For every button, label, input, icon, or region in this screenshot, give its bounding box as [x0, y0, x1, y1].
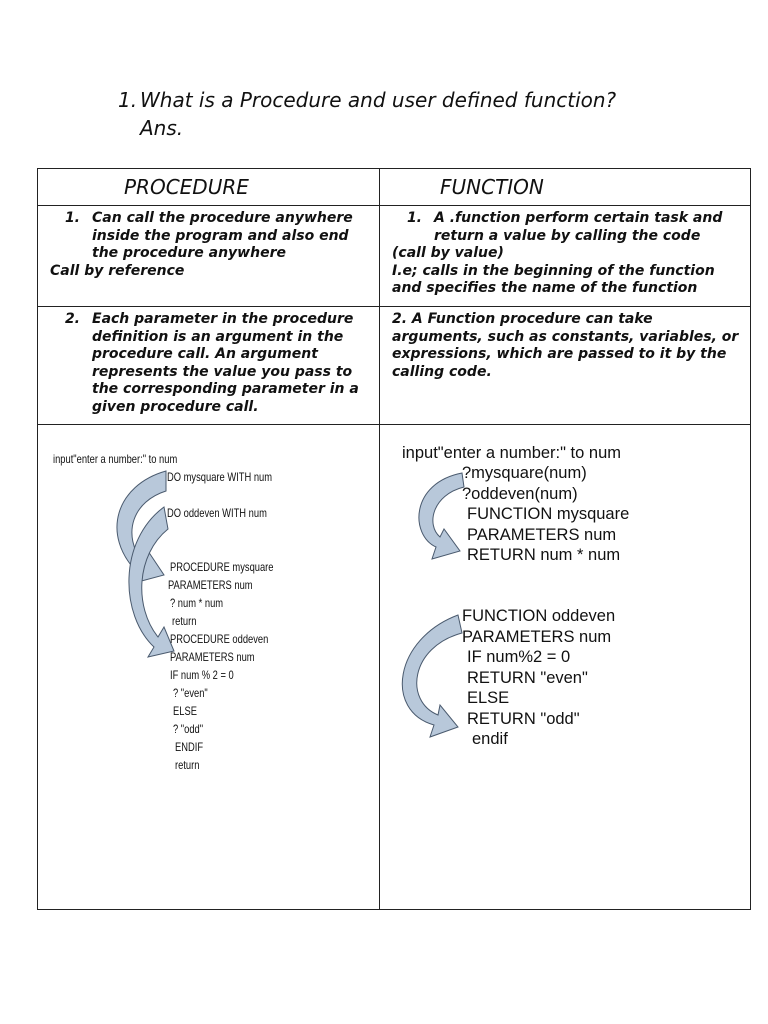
code-line: ELSE [467, 689, 510, 707]
code-line: RETURN "odd" [467, 710, 580, 728]
procedure-point-1 [38, 206, 380, 307]
procedure-header [38, 169, 380, 206]
code-line: PARAMETERS num [467, 526, 617, 544]
question-block [118, 86, 616, 142]
comparison-table [37, 168, 751, 910]
code-line: ? "even" [173, 686, 208, 700]
list-item [50, 311, 373, 416]
code-line: input"enter a number:" to num [402, 444, 622, 462]
code-line: ?mysquare(num) [462, 464, 587, 482]
code-line: PARAMETERS num [462, 628, 612, 646]
curved-arrow-icon [402, 615, 462, 737]
table-row [38, 307, 751, 425]
question-line [118, 86, 616, 114]
question-number: 1. [118, 88, 138, 112]
table-row [38, 206, 751, 307]
curved-arrow-icon [419, 473, 464, 559]
function-description-note: I.e; calls in the beginning of the function and specifies the name of the function [392, 262, 715, 296]
procedure-code-cell [38, 425, 380, 910]
code-line: FUNCTION mysquare [467, 505, 630, 523]
function-point-2 [380, 307, 751, 425]
list-item-number: 1. [406, 210, 422, 226]
code-line: return [175, 758, 200, 772]
list-item-text: Can call the procedure anywhere inside the program and also end the procedure anywhere [92, 210, 353, 261]
question-text: What is a Procedure and user defined function? [140, 88, 617, 112]
table-row [38, 425, 751, 910]
answer-label: Ans. [140, 116, 184, 140]
call-by-reference-note: Call by reference [50, 262, 185, 279]
function-header [380, 169, 751, 206]
code-line: return [172, 614, 197, 628]
code-line: FUNCTION oddeven [462, 607, 616, 625]
list-item [392, 210, 744, 245]
code-line: DO oddeven WITH num [167, 506, 267, 520]
code-line: IF num % 2 = 0 [170, 668, 234, 682]
code-line: ENDIF [175, 740, 204, 754]
procedure-point-2 [38, 307, 380, 425]
function-point-1 [380, 206, 751, 307]
function-code-cell [380, 425, 751, 910]
code-line: IF num%2 = 0 [467, 648, 571, 666]
table-header-row [38, 169, 751, 206]
list-item-text: Each parameter in the procedure definition is an argument in the procedure call. An argument represents the value you pass to the corresponding parameter in a given procedure call. [92, 311, 359, 415]
list-item-text: A .function perform certain task and return a value by calling the code [434, 210, 723, 244]
call-by-value-note: (call by value) [392, 245, 504, 261]
function-point-2-text: 2. A Function procedure can take arguments, such as constants, variables, or expressions, which are passed to it by the calling code. [392, 311, 739, 380]
procedure-header-label: PROCEDURE [124, 175, 249, 199]
code-line: PROCEDURE oddeven [170, 632, 269, 646]
list-item-number: 2. [64, 311, 80, 327]
code-line: PROCEDURE mysquare [170, 560, 274, 574]
code-line: PARAMETERS num [168, 578, 253, 592]
code-line: ELSE [173, 704, 197, 718]
list-item-number: 1. [64, 210, 80, 226]
code-line: ? num * num [170, 596, 224, 610]
code-line: RETURN num * num [467, 546, 621, 564]
code-line: endif [472, 730, 508, 748]
code-line: RETURN "even" [467, 669, 588, 687]
code-line: input"enter a number:" to num [53, 452, 178, 466]
code-line: DO mysquare WITH num [167, 470, 273, 484]
list-item [50, 210, 373, 263]
code-line: ?oddeven(num) [462, 485, 578, 503]
code-line: ? "odd" [173, 722, 204, 736]
code-line: PARAMETERS num [170, 650, 255, 664]
function-header-label: FUNCTION [440, 175, 544, 199]
